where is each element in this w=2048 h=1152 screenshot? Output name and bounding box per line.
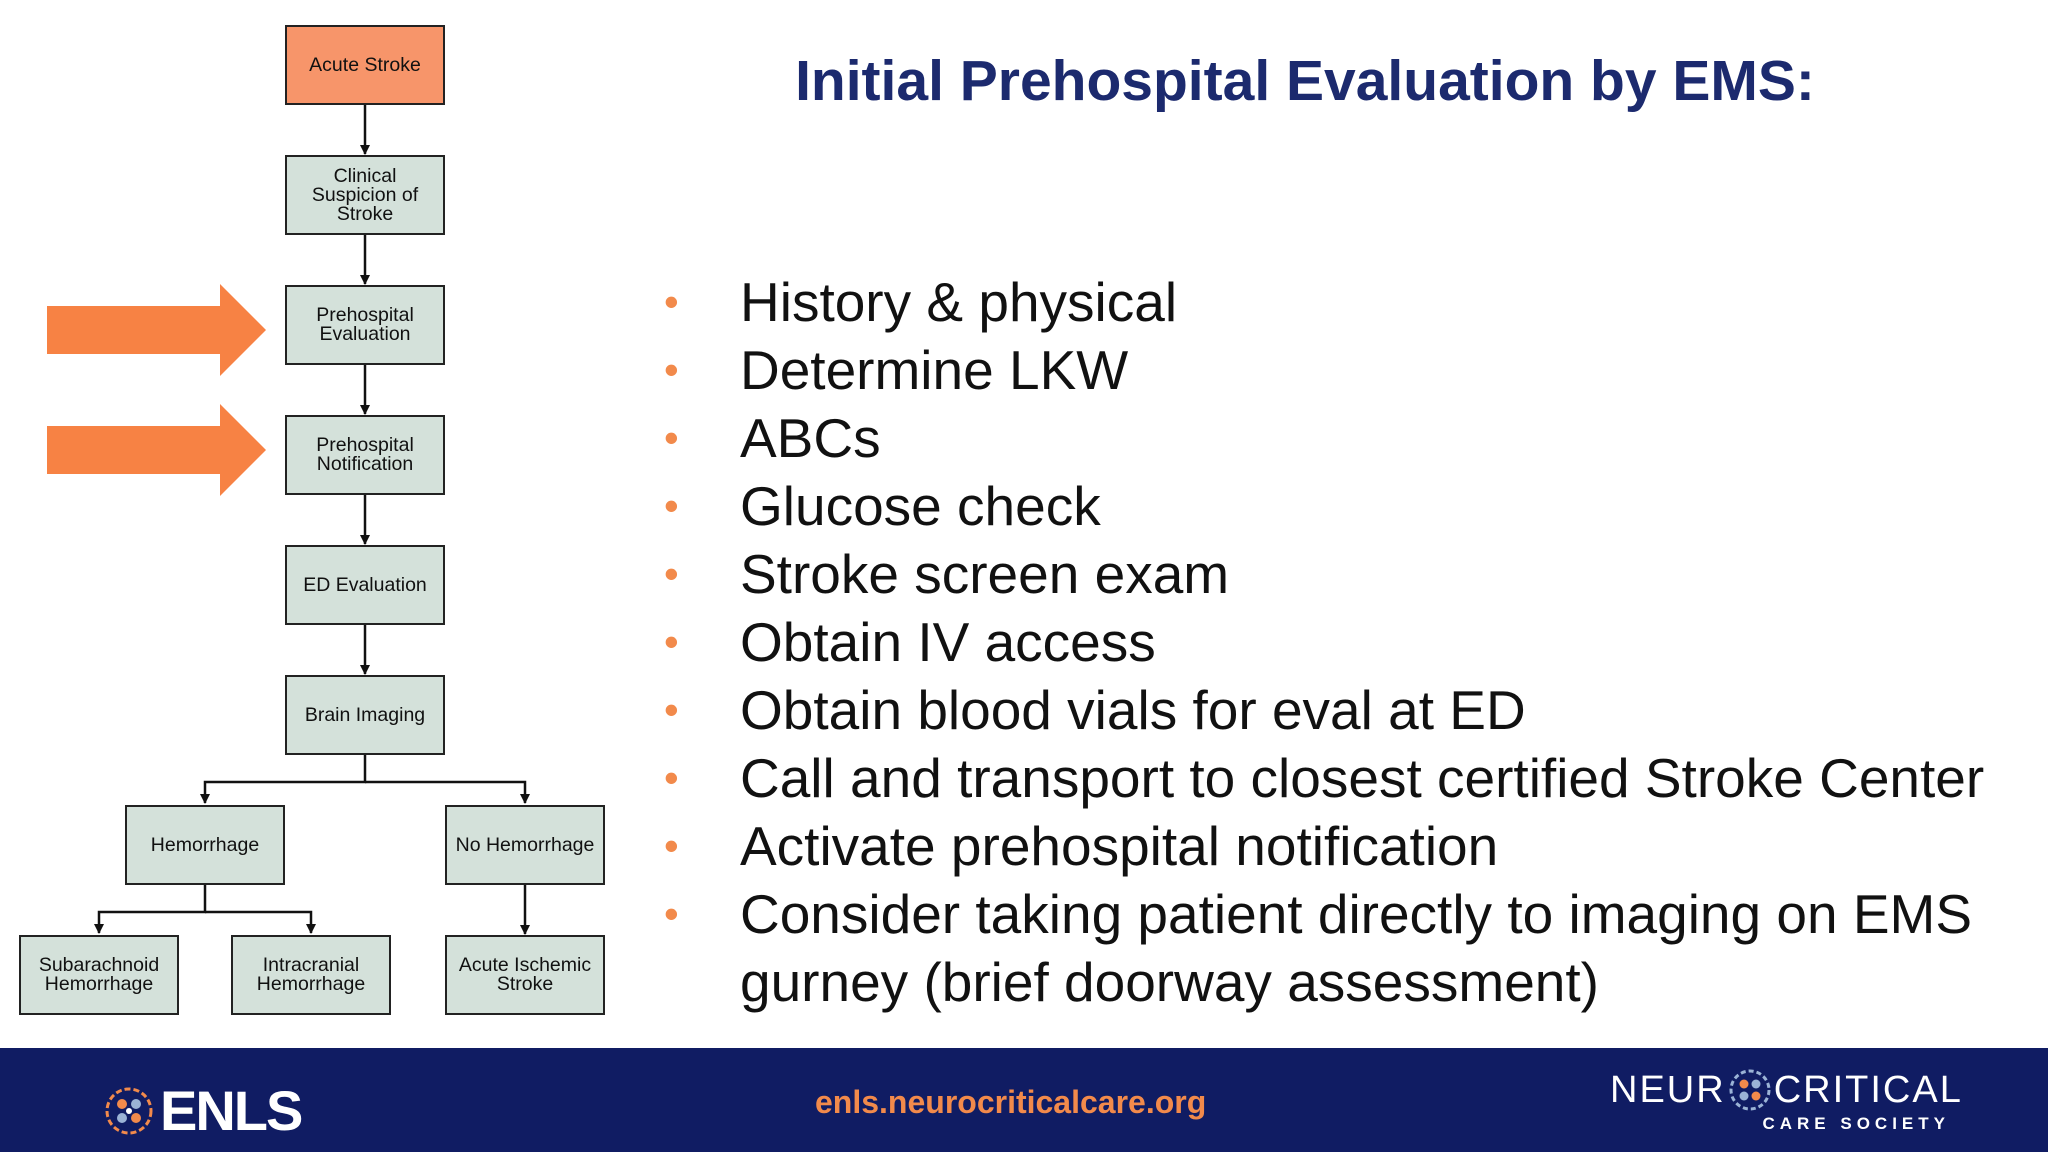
brain-o-icon xyxy=(1728,1068,1772,1112)
orange-arrow-icon xyxy=(47,284,266,376)
branch-connector xyxy=(365,782,525,803)
ncs-logo-subtitle: CARE SOCIETY xyxy=(1762,1114,1950,1133)
flow-box-acute-stroke: Acute Stroke xyxy=(285,25,445,105)
bullet-text: Glucose check xyxy=(740,475,1101,537)
bullet-item xyxy=(660,744,2040,812)
bullet-dot-icon: • xyxy=(664,346,679,393)
footer-bar xyxy=(0,1048,2048,1152)
flow-box-brain-imaging: Brain Imaging xyxy=(285,675,445,755)
flow-box-prehospital-evaluation: Prehospital Evaluation xyxy=(285,285,445,365)
bullet-text: ABCs xyxy=(740,407,881,469)
bullet-dot-icon: • xyxy=(664,278,679,325)
bullet-text: Call and transport to closest certified Stroke Center xyxy=(740,747,1985,809)
bullet-text: History & physical xyxy=(740,271,1178,333)
bullet-dot-icon: • xyxy=(664,686,679,733)
enls-logo-text: ENLS xyxy=(160,1079,302,1142)
bullet-list xyxy=(660,268,2040,1016)
flow-box-no-hemorrhage: No Hemorrhage xyxy=(445,805,605,885)
bullet-item xyxy=(660,540,2040,608)
brain-icon xyxy=(104,1086,154,1136)
ncs-logo-right: CRITICAL xyxy=(1773,1068,1963,1111)
flow-box-acute-ischemic-stroke: Acute Ischemic Stroke xyxy=(445,935,605,1015)
bullet-item xyxy=(660,472,2040,540)
bullet-item xyxy=(660,812,2040,880)
orange-arrow-icon xyxy=(47,404,266,496)
flow-box-intracranial-hemorrhage: Intracranial Hemorrhage xyxy=(231,935,391,1015)
bullet-item xyxy=(660,268,2040,336)
flow-box-ed-evaluation: ED Evaluation xyxy=(285,545,445,625)
bullet-text: Activate prehospital notification xyxy=(740,815,1499,877)
bullet-text: Determine LKW xyxy=(740,339,1129,401)
ncs-logo xyxy=(1610,1068,1963,1138)
bullet-dot-icon: • xyxy=(664,754,679,801)
bullet-item xyxy=(660,880,2040,1016)
bullet-text: Stroke screen exam xyxy=(740,543,1230,605)
bullet-dot-icon: • xyxy=(664,890,679,937)
bullet-text: Obtain blood vials for eval at ED xyxy=(740,679,1526,741)
enls-logo xyxy=(104,1078,301,1143)
bullet-item xyxy=(660,608,2040,676)
bullet-item xyxy=(660,404,2040,472)
bullet-dot-icon: • xyxy=(664,618,679,665)
flow-box-hemorrhage: Hemorrhage xyxy=(125,805,285,885)
bullet-item xyxy=(660,336,2040,404)
flow-box-subarachnoid-hemorrhage: Subarachnoid Hemorrhage xyxy=(19,935,179,1015)
flow-box-clinical-suspicion: Clinical Suspicion of Stroke xyxy=(285,155,445,235)
branch-connector xyxy=(205,912,311,933)
bullet-item xyxy=(660,676,2040,744)
footer-url[interactable]: enls.neurocriticalcare.org xyxy=(815,1084,1207,1120)
bullet-text: Obtain IV access xyxy=(740,611,1156,673)
bullet-dot-icon: • xyxy=(664,550,679,597)
branch-connector xyxy=(99,885,205,933)
bullet-text: Consider taking patient directly to imaging on EMS gurney (brief doorway assessment) xyxy=(740,883,1973,1013)
bullet-dot-icon: • xyxy=(664,822,679,869)
flow-box-prehospital-notification: Prehospital Notification xyxy=(285,415,445,495)
bullet-dot-icon: • xyxy=(664,414,679,461)
branch-connector xyxy=(205,755,365,803)
slide-title: Initial Prehospital Evaluation by EMS: xyxy=(795,49,1815,113)
ncs-logo-left: NEUR xyxy=(1610,1068,1726,1111)
bullet-dot-icon: • xyxy=(664,482,679,529)
